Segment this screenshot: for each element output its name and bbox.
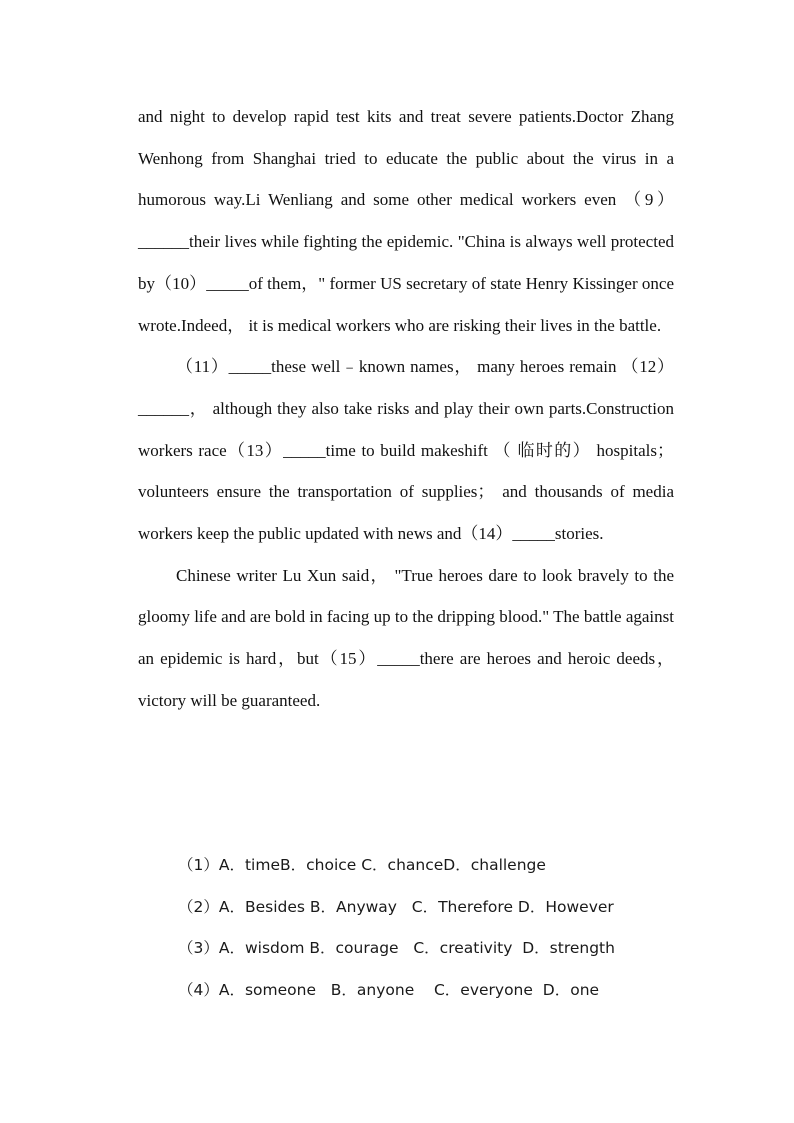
question-1-options: （1）A．timeB．choice C．chanceD．challenge: [178, 856, 546, 874]
question-4-options: （4）A．someone B．anyone C．everyone D．one: [178, 981, 600, 1000]
answer-options: [178, 845, 678, 1012]
question-3-options: （3）A．wisdom B．courage C．creativity D．strength: [178, 939, 615, 958]
question-2-options: （2）A．Besides B．Anyway C．Therefore D．However: [178, 897, 614, 916]
cloze-passage: [138, 96, 674, 722]
passage-paragraph-1: and night to develop rapid test kits and treat severe patients.Doctor Zhang Wenhong from Shanghai tried to educate the public about the virus in a humorous way.Li Wenliang and some other medical workers even （9）______their lives while fighting the epidemic. "China is always well protected by（10）_____of them，" former US secretary of state Henry Kissinger once wrote.Indeed， it is medical workers who are risking their lives in the battle.: [138, 107, 674, 335]
passage-paragraph-3: Chinese writer Lu Xun said， "True heroes dare to look bravely to the gloomy life and are bold in facing up to the dripping blood." The battle against an epidemic is hard，but（15）_____there are heroes and heroic deeds，victory will be guaranteed.: [138, 565, 674, 710]
passage-paragraph-2: （11）_____these well﹣known names， many heroes remain （12）______， although they also take risks and play their own parts.Construction workers race（13）_____time to build makeshift （ 临时的） hospitals； volunteers ensure the transportation of supplies； and thousands of media workers keep the public updated with news and（14）_____stories.: [138, 357, 674, 544]
